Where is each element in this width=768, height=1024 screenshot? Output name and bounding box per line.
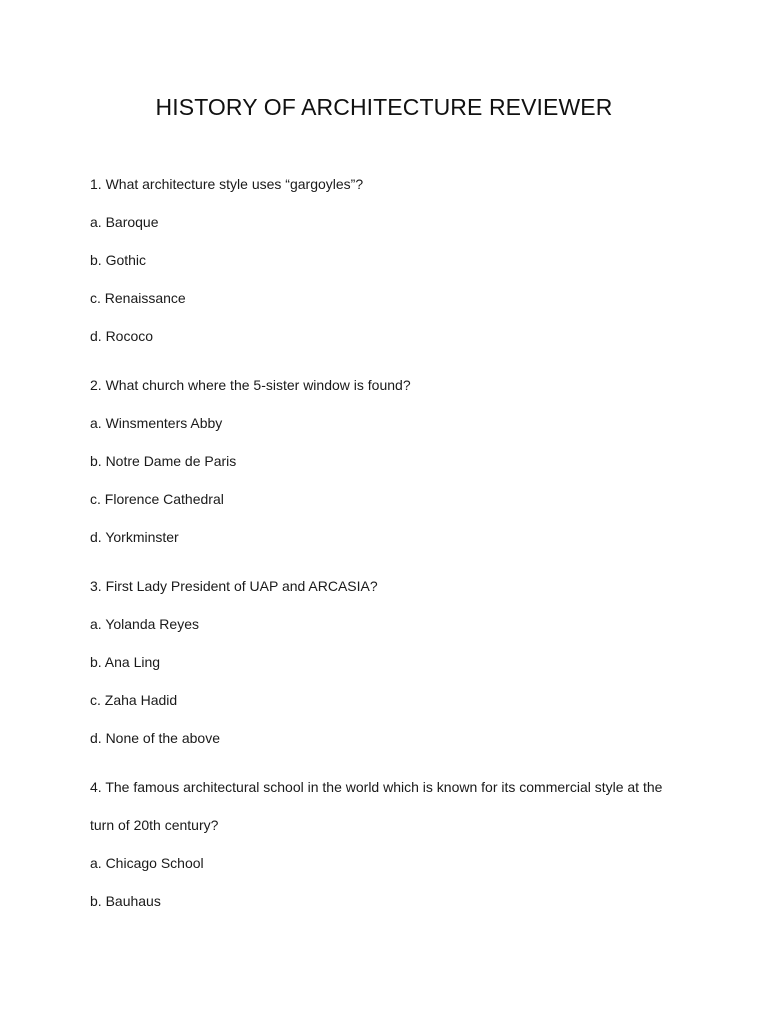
question-list <box>90 165 690 931</box>
option-list <box>90 203 690 355</box>
option-item: a. Chicago School <box>90 855 204 871</box>
question-text: 1. What architecture style uses “gargoyles”? <box>90 176 364 192</box>
option-item: b. Ana Ling <box>90 654 161 670</box>
question-3 <box>90 567 690 757</box>
question-text: 4. The famous architectural school in the world which is known for its commercial style at the turn of 20th century? <box>90 779 663 833</box>
option-item: c. Zaha Hadid <box>90 692 178 708</box>
option-item: b. Notre Dame de Paris <box>90 453 237 469</box>
page-title: HISTORY OF ARCHITECTURE REVIEWER <box>155 94 613 120</box>
option-item: b. Gothic <box>90 252 147 268</box>
option-list <box>90 404 690 556</box>
option-item: c. Florence Cathedral <box>90 491 224 507</box>
question-2 <box>90 366 690 556</box>
option-item: d. Yorkminster <box>90 529 179 545</box>
option-item: c. Renaissance <box>90 290 186 306</box>
option-item: d. Rococo <box>90 328 154 344</box>
option-item: a. Winsmenters Abby <box>90 415 223 431</box>
question-text: 3. First Lady President of UAP and ARCASIA? <box>90 578 378 594</box>
option-list <box>90 844 690 920</box>
question-4 <box>90 768 690 920</box>
question-1 <box>90 165 690 355</box>
question-text: 2. What church where the 5-sister window is found? <box>90 377 411 393</box>
option-item: a. Baroque <box>90 214 159 230</box>
option-list <box>90 605 690 757</box>
option-item: a. Yolanda Reyes <box>90 616 199 632</box>
option-item: b. Bauhaus <box>90 893 161 909</box>
option-item: d. None of the above <box>90 730 220 746</box>
